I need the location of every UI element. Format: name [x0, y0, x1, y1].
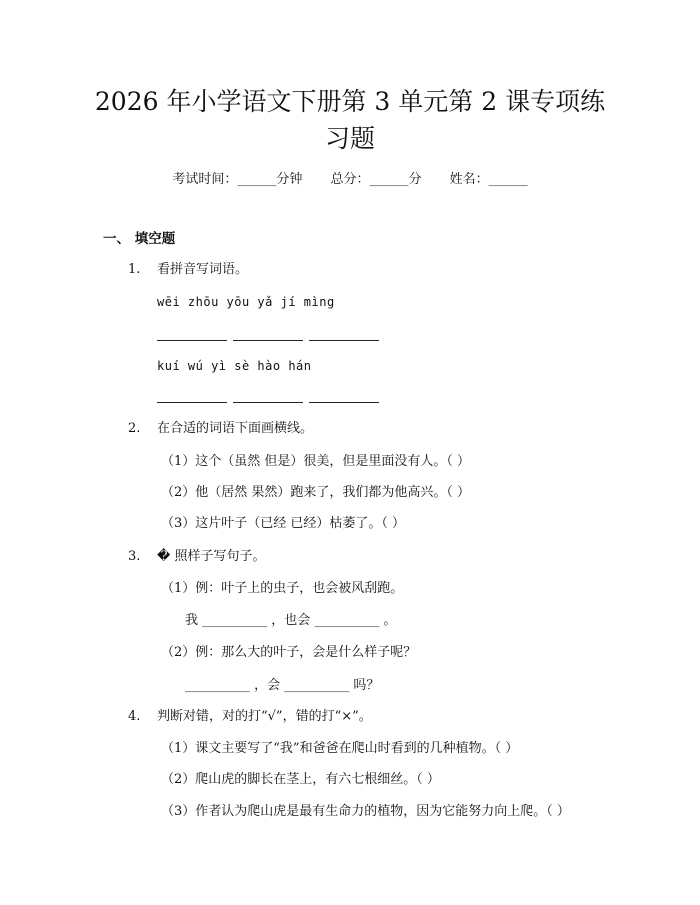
question-4-number: 4.: [128, 709, 141, 724]
total-score: 总分：______分: [330, 172, 422, 187]
question-2-number: 2.: [128, 421, 141, 436]
question-4-item: （3）作者认为爬山虎是最有生命力的植物，因为它能努力向上爬。（ ）: [161, 804, 570, 819]
question-2-item: （1）这个（虽然 但是）很美，但是里面没有人。（ ）: [161, 454, 471, 469]
page-title-line-2: 习题: [324, 124, 375, 153]
answer-blank[interactable]: [157, 340, 227, 341]
page-title-line-1: 2026 年小学语文下册第 3 单元第 2 课专项练: [94, 87, 606, 116]
answer-line-2[interactable]: __________ ，会 __________ 吗？: [185, 678, 380, 693]
question-4-item: （1）课文主要写了“我”和爸爸在爬山时看到的几种植物。（ ）: [161, 741, 519, 756]
answer-blank[interactable]: [309, 340, 379, 341]
pinyin-row-1: wēi zhōu yōu yǎ jí mìng: [157, 295, 335, 309]
question-2-item: （2）他（居然 果然）跑来了，我们都为他高兴。（ ）: [161, 485, 471, 500]
question-3-number: 3.: [128, 549, 141, 564]
question-2-text: 在合适的词语下面画横线。: [157, 421, 314, 436]
answer-blank[interactable]: [233, 340, 303, 341]
answer-blank[interactable]: [309, 402, 379, 403]
answer-blank[interactable]: [233, 402, 303, 403]
answer-blank[interactable]: [157, 402, 227, 403]
question-1-number: 1.: [128, 262, 141, 277]
question-4-item: （2）爬山虎的脚长在茎上，有六七根细丝。（ ）: [161, 772, 440, 787]
question-2-item: （3）这片叶子（已经 已经）枯萎了。（ ）: [161, 516, 406, 531]
exam-time: 考试时间：______分钟: [172, 172, 303, 187]
question-4-text: 判断对错，对的打“√”，错的打“×”。: [157, 709, 372, 724]
question-3-text: � 照样子写句子。: [157, 549, 266, 564]
exam-info: [0, 168, 700, 187]
pinyin-row-2: kuí wú yì sè hào hán: [157, 359, 312, 373]
student-name: 姓名：______: [449, 172, 528, 187]
section-heading: 一、 填空题: [103, 231, 176, 247]
example-sentence-2: （2）例：那么大的叶子，会是什么样子呢？: [161, 645, 417, 660]
question-1-text: 看拼音写词语。: [157, 262, 249, 277]
example-sentence-1: （1）例：叶子上的虫子，也会被风刮跑。: [161, 581, 404, 596]
answer-line-1[interactable]: 我 __________ ，也会 __________ 。: [185, 613, 397, 628]
